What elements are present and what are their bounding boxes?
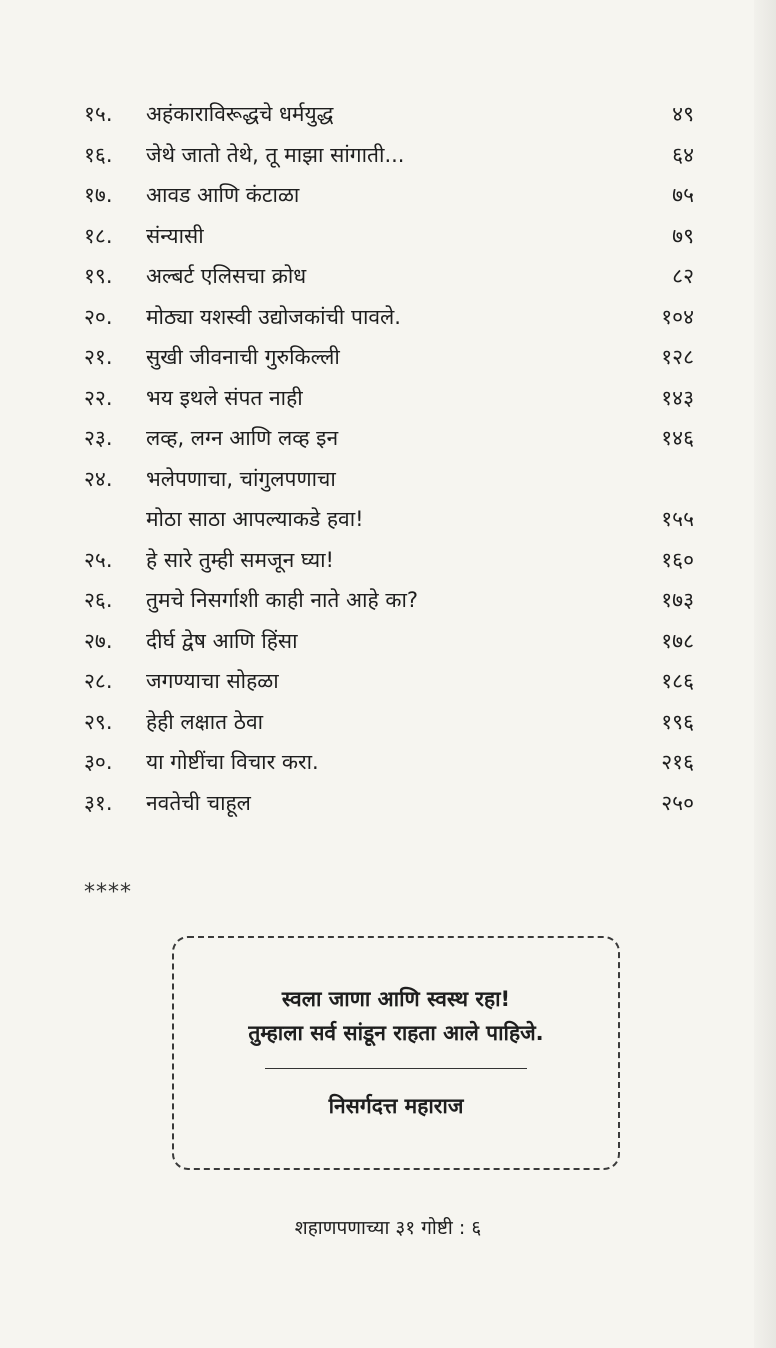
toc-entry-number: १९. xyxy=(84,264,113,288)
quote-divider xyxy=(265,1068,527,1069)
table-of-contents xyxy=(84,94,694,823)
toc-entry-number: ३१. xyxy=(84,790,113,815)
toc-entry xyxy=(84,135,694,176)
footer-page-number: : ६ xyxy=(452,1217,482,1239)
toc-entry xyxy=(84,418,694,459)
toc-entry-page: ७५ xyxy=(672,183,694,207)
toc-entry-title xyxy=(146,459,364,540)
toc-entry-title: जगण्याचा सोहळा xyxy=(146,669,279,693)
toc-entry-page: ७९ xyxy=(672,223,694,248)
toc-entry-number: १५. xyxy=(84,102,113,126)
toc-entry xyxy=(84,580,694,621)
toc-entry-page: १४३ xyxy=(661,385,694,410)
toc-entry-title: मोठ्या यशस्वी उद्योजकांची पावले. xyxy=(146,304,401,329)
running-footer xyxy=(0,1214,776,1240)
toc-entry-page: १०४ xyxy=(661,304,694,329)
toc-entry xyxy=(84,742,694,783)
toc-entry-page: १७८ xyxy=(661,628,694,653)
toc-entry-number: १६. xyxy=(84,142,113,167)
footer-book-title: शहाणपणाच्या ३१ गोष्टी xyxy=(294,1217,453,1239)
toc-entry-number: २३. xyxy=(84,426,113,450)
toc-entry-title: आवड आणि कंटाळा xyxy=(146,183,300,207)
toc-entry-page: १६० xyxy=(661,547,694,572)
toc-entry xyxy=(84,661,694,702)
toc-entry-page: ८२ xyxy=(672,264,694,288)
toc-entry-title: लव्ह, लग्न आणि लव्ह इन xyxy=(146,426,339,450)
quote-box xyxy=(172,936,620,1170)
toc-entry-number: २९. xyxy=(84,709,113,734)
toc-entry-number: २६. xyxy=(84,588,113,612)
toc-entry-number: १७. xyxy=(84,183,113,207)
toc-entry-number: २४. xyxy=(84,466,113,491)
toc-entry-page: १९६ xyxy=(661,709,694,734)
toc-entry-title: जेथे जातो तेथे, तू माझा सांगाती... xyxy=(146,142,405,167)
toc-entry-page: १२८ xyxy=(661,345,694,369)
quote-author: निसर्गदत्त महाराज xyxy=(328,1094,464,1118)
toc-entry xyxy=(84,216,694,257)
page-edge-shadow xyxy=(754,0,776,1348)
toc-entry-title: भय इथले संपत नाही xyxy=(146,385,303,410)
toc-entry xyxy=(84,702,694,743)
toc-entry-title: तुमचे निसर्गाशी काही नाते आहे का? xyxy=(146,588,419,612)
toc-entry xyxy=(84,256,694,297)
toc-entry xyxy=(84,459,694,540)
toc-entry-page: १५५ xyxy=(661,507,694,531)
toc-entry-page: २५० xyxy=(661,790,694,815)
toc-entry-number: २८. xyxy=(84,669,113,693)
toc-entry-page: १४६ xyxy=(661,426,694,450)
toc-entry-number: २०. xyxy=(84,304,113,329)
toc-entry xyxy=(84,337,694,378)
toc-entry-title: नवतेची चाहूल xyxy=(146,790,251,815)
quote-line-1: स्वला जाणा आणि स्वस्थ रहा! xyxy=(281,987,511,1011)
toc-entry xyxy=(84,175,694,216)
toc-entry-title: अल्बर्ट एलिसचा क्रोध xyxy=(146,264,307,288)
toc-entry-title-line: मोठा साठा आपल्याकडे हवा! xyxy=(146,507,364,531)
toc-entry-number: २५. xyxy=(84,547,113,572)
toc-entry-title: या गोष्टींचा विचार करा. xyxy=(146,750,319,774)
toc-entry xyxy=(84,621,694,662)
toc-entry xyxy=(84,94,694,135)
toc-entry-number: २१. xyxy=(84,345,113,369)
toc-entry-page: १७३ xyxy=(661,588,694,612)
toc-entry-number: २२. xyxy=(84,385,113,410)
toc-entry xyxy=(84,297,694,338)
toc-entry-title: हेही लक्षात ठेवा xyxy=(146,709,264,734)
toc-entry-title-line: भलेपणाचा, चांगुलपणाचा xyxy=(146,466,336,491)
toc-entry-title: दीर्घ द्वेष आणि हिंसा xyxy=(146,628,298,653)
toc-entry-number: ३०. xyxy=(84,750,113,774)
quote-line-2: तुम्हाला सर्व सांडून राहता आले पाहिजे. xyxy=(248,1021,544,1045)
toc-entry-title: सुखी जीवनाची गुरुकिल्ली xyxy=(146,345,340,369)
toc-entry-page: ६४ xyxy=(672,142,694,167)
toc-entry-title: अहंकाराविरूद्धचे धर्मयुद्ध xyxy=(146,102,334,126)
toc-entry-title: संन्यासी xyxy=(146,223,204,248)
toc-entry xyxy=(84,540,694,581)
toc-entry-number: २७. xyxy=(84,628,113,653)
toc-entry xyxy=(84,783,694,824)
toc-entry-title: हे सारे तुम्ही समजून घ्या! xyxy=(146,547,334,572)
toc-entry-page: १८६ xyxy=(661,669,694,693)
toc-entry-number: १८. xyxy=(84,223,113,248)
toc-entry-page: २१६ xyxy=(661,750,694,774)
toc-entry-page: ४९ xyxy=(672,102,694,126)
section-separator: **** xyxy=(84,880,132,905)
toc-entry xyxy=(84,378,694,419)
